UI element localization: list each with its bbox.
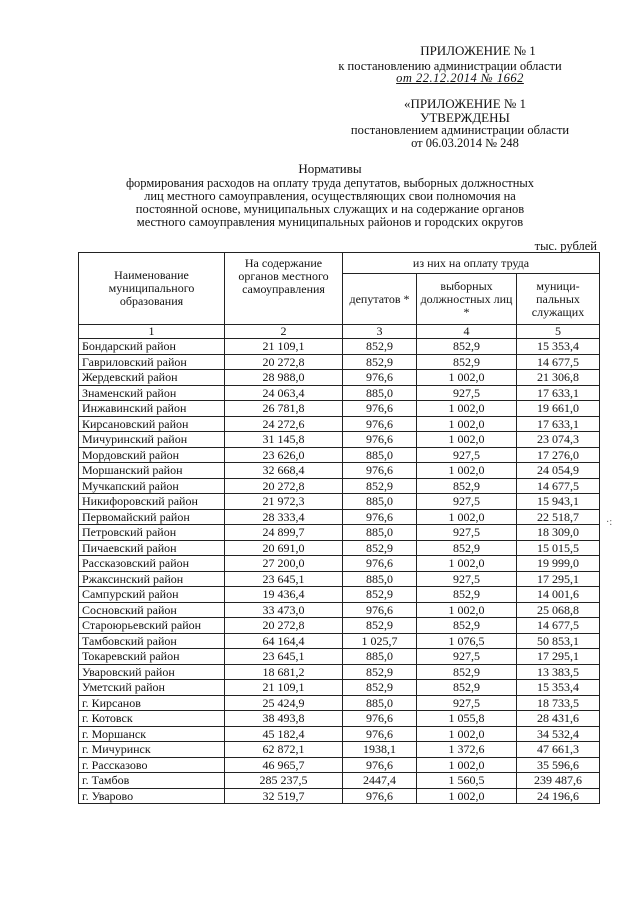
cell-servants: 47 661,3 — [517, 742, 600, 758]
table-row — [79, 571, 600, 587]
cell-officials: 927,5 — [417, 695, 517, 711]
cell-officials: 852,9 — [417, 680, 517, 696]
cell-servants: 14 677,5 — [517, 618, 600, 634]
cell-municipality: Первомайский район — [79, 509, 225, 525]
cell-officials: 852,9 — [417, 339, 517, 355]
column-number: 4 — [417, 325, 517, 339]
cell-maintenance: 20 272,8 — [225, 478, 343, 494]
header-name: Наименование муниципального образования — [79, 253, 225, 325]
cell-deputies: 976,6 — [343, 757, 417, 773]
cell-servants: 17 295,1 — [517, 649, 600, 665]
cell-municipality: Сосновский район — [79, 602, 225, 618]
cell-municipality: Никифоровский район — [79, 494, 225, 510]
table-row — [79, 509, 600, 525]
table-row — [79, 540, 600, 556]
cell-maintenance: 28 333,4 — [225, 509, 343, 525]
table-row — [79, 556, 600, 572]
cell-officials: 1 002,0 — [417, 432, 517, 448]
cell-servants: 24 054,9 — [517, 463, 600, 479]
cell-maintenance: 27 200,0 — [225, 556, 343, 572]
cell-servants: 19 661,0 — [517, 401, 600, 417]
cell-municipality: Гавриловский район — [79, 354, 225, 370]
cell-officials: 852,9 — [417, 478, 517, 494]
subtitle-line: постоянной основе, муниципальных служащих и на содержание органов — [135, 202, 525, 216]
cell-deputies: 852,9 — [343, 478, 417, 494]
norms-table — [78, 252, 600, 804]
cell-officials: 927,5 — [417, 525, 517, 541]
cell-deputies: 885,0 — [343, 447, 417, 463]
cell-maintenance: 21 109,1 — [225, 680, 343, 696]
cell-deputies: 976,6 — [343, 432, 417, 448]
cell-servants: 17 276,0 — [517, 447, 600, 463]
cell-municipality: Мичуринский район — [79, 432, 225, 448]
cell-officials: 1 002,0 — [417, 416, 517, 432]
cell-officials: 927,5 — [417, 649, 517, 665]
subtitle-line: местного самоуправления муниципальных районов и городских округов — [136, 215, 524, 229]
cell-municipality: г. Мичуринск — [79, 742, 225, 758]
cell-maintenance: 23 626,0 — [225, 447, 343, 463]
cell-municipality: Токаревский район — [79, 649, 225, 665]
table-row — [79, 773, 600, 789]
appendix-2-title: «ПРИЛОЖЕНИЕ № 1 — [403, 96, 527, 111]
cell-municipality: г. Рассказово — [79, 757, 225, 773]
table-row — [79, 726, 600, 742]
document-subtitle — [80, 177, 580, 229]
cell-municipality: г. Уварово — [79, 788, 225, 804]
table-body — [79, 339, 600, 804]
cell-officials: 1 002,0 — [417, 463, 517, 479]
cell-deputies: 976,6 — [343, 788, 417, 804]
header-maintenance: На содержание органов местного самоуправления — [225, 253, 343, 325]
cell-servants: 18 733,5 — [517, 695, 600, 711]
subtitle-line: лиц местного самоуправления, осуществляющих свои полномочия на — [144, 189, 516, 203]
cell-municipality: Уметский район — [79, 680, 225, 696]
table-row — [79, 447, 600, 463]
header-deputies: депутатов * — [343, 274, 417, 325]
appendix-2-subtitle: постановлением администрации области — [350, 123, 570, 137]
cell-servants: 13 383,5 — [517, 664, 600, 680]
cell-servants: 14 677,5 — [517, 354, 600, 370]
cell-deputies: 976,6 — [343, 463, 417, 479]
table-row — [79, 602, 600, 618]
cell-deputies: 852,9 — [343, 664, 417, 680]
cell-officials: 1 002,0 — [417, 757, 517, 773]
cell-deputies: 852,9 — [343, 680, 417, 696]
cell-officials: 1 002,0 — [417, 401, 517, 417]
table-row — [79, 633, 600, 649]
cell-deputies: 976,6 — [343, 711, 417, 727]
cell-deputies: 885,0 — [343, 494, 417, 510]
cell-servants: 28 431,6 — [517, 711, 600, 727]
cell-maintenance: 20 272,8 — [225, 618, 343, 634]
cell-deputies: 1 025,7 — [343, 633, 417, 649]
column-number: 5 — [517, 325, 600, 339]
cell-servants: 14 001,6 — [517, 587, 600, 603]
table-row — [79, 587, 600, 603]
cell-servants: 15 943,1 — [517, 494, 600, 510]
cell-servants: 25 068,8 — [517, 602, 600, 618]
document-title: Нормативы — [298, 161, 362, 176]
cell-servants: 17 633,1 — [517, 416, 600, 432]
cell-municipality: Мордовский район — [79, 447, 225, 463]
table-row — [79, 711, 600, 727]
appendix-1-title: ПРИЛОЖЕНИЕ № 1 — [420, 43, 536, 58]
cell-maintenance: 33 473,0 — [225, 602, 343, 618]
cell-deputies: 976,6 — [343, 602, 417, 618]
cell-maintenance: 18 681,2 — [225, 664, 343, 680]
cell-municipality: Староюрьевский район — [79, 618, 225, 634]
cell-municipality: г. Кирсанов — [79, 695, 225, 711]
cell-maintenance: 64 164,4 — [225, 633, 343, 649]
table-row — [79, 401, 600, 417]
cell-servants: 22 518,7 — [517, 509, 600, 525]
cell-officials: 927,5 — [417, 447, 517, 463]
cell-deputies: 885,0 — [343, 571, 417, 587]
cell-officials: 852,9 — [417, 664, 517, 680]
cell-officials: 1 076,5 — [417, 633, 517, 649]
column-number: 2 — [225, 325, 343, 339]
cell-municipality: Моршанский район — [79, 463, 225, 479]
table-row — [79, 788, 600, 804]
table-row — [79, 354, 600, 370]
cell-municipality: г. Тамбов — [79, 773, 225, 789]
table-row — [79, 664, 600, 680]
cell-deputies: 2447,4 — [343, 773, 417, 789]
cell-officials: 1 002,0 — [417, 509, 517, 525]
approved-label: УТВЕРЖДЕНЫ — [420, 110, 510, 125]
cell-deputies: 852,9 — [343, 540, 417, 556]
cell-servants: 17 295,1 — [517, 571, 600, 587]
cell-servants: 239 487,6 — [517, 773, 600, 789]
cell-officials: 1 002,0 — [417, 602, 517, 618]
appendix-1-subtitle: к постановлению администрации области — [338, 59, 562, 73]
cell-municipality: Рассказовский район — [79, 556, 225, 572]
cell-maintenance: 32 519,7 — [225, 788, 343, 804]
cell-maintenance: 46 965,7 — [225, 757, 343, 773]
subtitle-line: формирования расходов на оплату труда депутатов, выборных должностных — [125, 176, 535, 190]
cell-servants: 23 074,3 — [517, 432, 600, 448]
cell-maintenance: 23 645,1 — [225, 649, 343, 665]
table-row — [79, 695, 600, 711]
cell-deputies: 976,6 — [343, 509, 417, 525]
cell-servants: 15 353,4 — [517, 339, 600, 355]
table-row — [79, 618, 600, 634]
cell-officials: 927,5 — [417, 385, 517, 401]
cell-maintenance: 21 109,1 — [225, 339, 343, 355]
cell-municipality: Тамбовский район — [79, 633, 225, 649]
cell-municipality: Пичаевский район — [79, 540, 225, 556]
cell-deputies: 976,6 — [343, 416, 417, 432]
cell-servants: 15 353,4 — [517, 680, 600, 696]
cell-maintenance: 20 691,0 — [225, 540, 343, 556]
cell-officials: 1 002,0 — [417, 370, 517, 386]
table-row — [79, 385, 600, 401]
cell-maintenance: 285 237,5 — [225, 773, 343, 789]
cell-maintenance: 25 424,9 — [225, 695, 343, 711]
cell-officials: 927,5 — [417, 571, 517, 587]
cell-deputies: 1938,1 — [343, 742, 417, 758]
cell-maintenance: 20 272,8 — [225, 354, 343, 370]
cell-municipality: Жердевский район — [79, 370, 225, 386]
cell-officials: 852,9 — [417, 618, 517, 634]
appendix-2-date: от 06.03.2014 № 248 — [411, 136, 519, 150]
cell-maintenance: 45 182,4 — [225, 726, 343, 742]
cell-officials: 1 002,0 — [417, 556, 517, 572]
cell-officials: 1 002,0 — [417, 788, 517, 804]
cell-maintenance: 23 645,1 — [225, 571, 343, 587]
scan-mark: ·: — [606, 517, 613, 528]
table-row — [79, 757, 600, 773]
cell-servants: 21 306,8 — [517, 370, 600, 386]
header-group: из них на оплату труда — [343, 253, 600, 274]
cell-municipality: Петровский район — [79, 525, 225, 541]
units-label: тыс. рублей — [534, 239, 597, 253]
table-row — [79, 680, 600, 696]
cell-deputies: 976,6 — [343, 370, 417, 386]
cell-deputies: 852,9 — [343, 354, 417, 370]
cell-servants: 17 633,1 — [517, 385, 600, 401]
column-number: 1 — [79, 325, 225, 339]
cell-deputies: 885,0 — [343, 525, 417, 541]
cell-officials: 852,9 — [417, 354, 517, 370]
table-row — [79, 494, 600, 510]
cell-municipality: Знаменский район — [79, 385, 225, 401]
cell-maintenance: 38 493,8 — [225, 711, 343, 727]
cell-maintenance: 19 436,4 — [225, 587, 343, 603]
cell-maintenance: 26 781,8 — [225, 401, 343, 417]
cell-servants: 14 677,5 — [517, 478, 600, 494]
cell-deputies: 885,0 — [343, 649, 417, 665]
cell-maintenance: 24 272,6 — [225, 416, 343, 432]
cell-servants: 18 309,0 — [517, 525, 600, 541]
cell-officials: 1 002,0 — [417, 726, 517, 742]
table-row — [79, 416, 600, 432]
cell-maintenance: 21 972,3 — [225, 494, 343, 510]
table-row — [79, 370, 600, 386]
header-servants: муници-пальных служащих — [517, 274, 600, 325]
cell-officials: 852,9 — [417, 540, 517, 556]
cell-municipality: Мучкапский район — [79, 478, 225, 494]
cell-maintenance: 62 872,1 — [225, 742, 343, 758]
cell-deputies: 885,0 — [343, 695, 417, 711]
cell-municipality: Инжавинский район — [79, 401, 225, 417]
cell-servants: 34 532,4 — [517, 726, 600, 742]
cell-deputies: 885,0 — [343, 385, 417, 401]
cell-officials: 1 560,5 — [417, 773, 517, 789]
cell-deputies: 852,9 — [343, 587, 417, 603]
cell-servants: 19 999,0 — [517, 556, 600, 572]
table-row — [79, 478, 600, 494]
column-number: 3 — [343, 325, 417, 339]
cell-maintenance: 28 988,0 — [225, 370, 343, 386]
cell-officials: 1 055,8 — [417, 711, 517, 727]
cell-officials: 927,5 — [417, 494, 517, 510]
cell-deputies: 852,9 — [343, 618, 417, 634]
cell-municipality: Уваровский район — [79, 664, 225, 680]
table-row — [79, 525, 600, 541]
cell-servants: 35 596,6 — [517, 757, 600, 773]
cell-municipality: Сампурский район — [79, 587, 225, 603]
cell-deputies: 852,9 — [343, 339, 417, 355]
cell-servants: 50 853,1 — [517, 633, 600, 649]
cell-servants: 24 196,6 — [517, 788, 600, 804]
table-row — [79, 742, 600, 758]
table-row — [79, 463, 600, 479]
header-officials: выборных должностных лиц * — [417, 274, 517, 325]
table-row — [79, 649, 600, 665]
cell-deputies: 976,6 — [343, 556, 417, 572]
cell-officials: 852,9 — [417, 587, 517, 603]
cell-maintenance: 24 899,7 — [225, 525, 343, 541]
table-row — [79, 339, 600, 355]
cell-deputies: 976,6 — [343, 401, 417, 417]
cell-municipality: Ржаксинский район — [79, 571, 225, 587]
cell-maintenance: 24 063,4 — [225, 385, 343, 401]
handwritten-date-number: от 22.12.2014 № 1662 — [396, 71, 524, 85]
cell-municipality: Бондарский район — [79, 339, 225, 355]
cell-servants: 15 015,5 — [517, 540, 600, 556]
cell-municipality: Кирсановский район — [79, 416, 225, 432]
table-row — [79, 432, 600, 448]
cell-deputies: 976,6 — [343, 726, 417, 742]
cell-maintenance: 32 668,4 — [225, 463, 343, 479]
cell-officials: 1 372,6 — [417, 742, 517, 758]
cell-municipality: г. Котовск — [79, 711, 225, 727]
cell-maintenance: 31 145,8 — [225, 432, 343, 448]
cell-municipality: г. Моршанск — [79, 726, 225, 742]
